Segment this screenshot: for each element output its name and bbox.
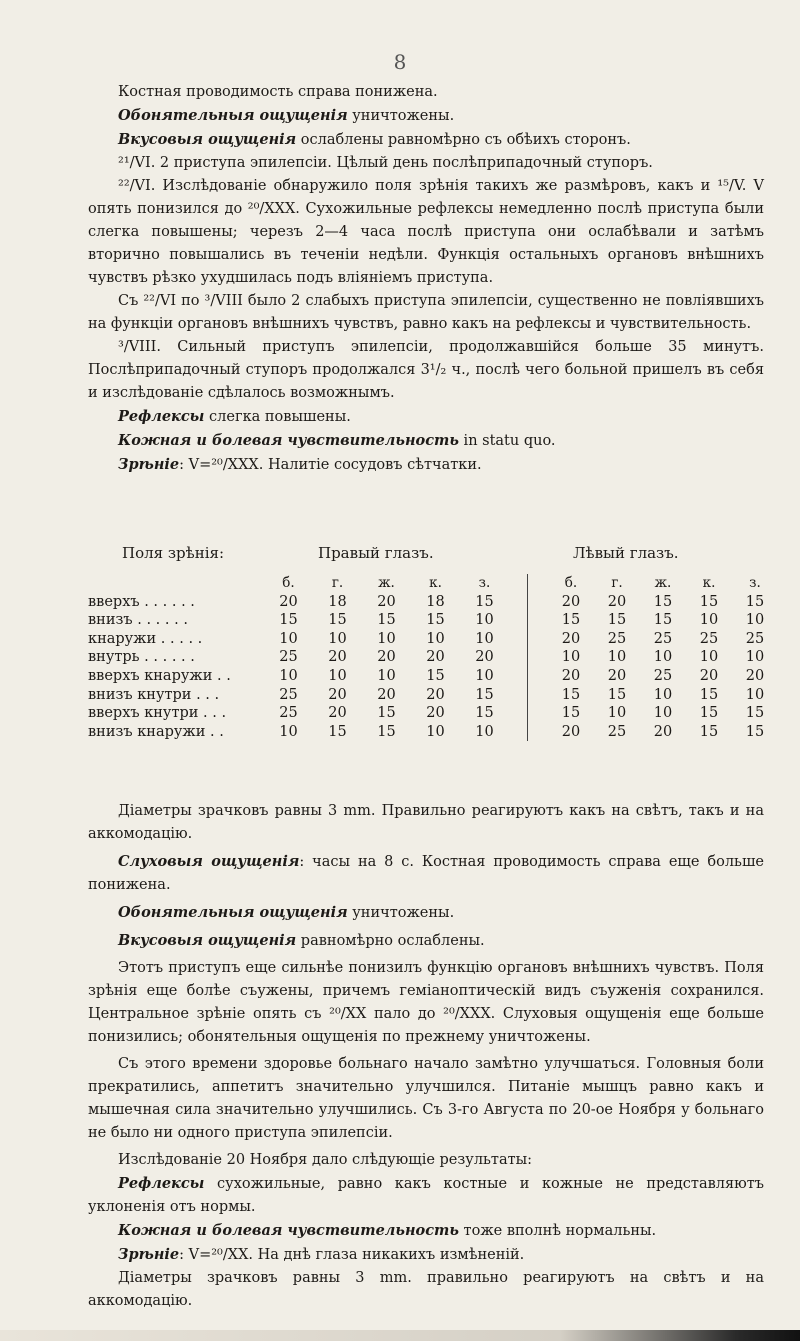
spacer xyxy=(509,704,528,723)
color-header: ж. xyxy=(654,575,672,591)
left-eye-value: 10 xyxy=(653,649,673,666)
column-divider xyxy=(528,574,549,593)
spacer xyxy=(509,574,528,593)
right-eye-value: 10 xyxy=(377,667,396,684)
left-eye-value: 20 xyxy=(561,723,581,740)
right-eye-value: 20 xyxy=(377,686,396,703)
right-eye-value: 15 xyxy=(377,723,396,740)
table-corner xyxy=(88,574,264,593)
right-eye-value: 10 xyxy=(475,630,494,647)
spacer xyxy=(509,630,528,649)
left-eye-value: 15 xyxy=(699,705,719,722)
right-eye-value: 15 xyxy=(328,612,347,629)
paragraph: Діаметры зрачковъ равны 3 mm. Правильно реагируютъ какъ на свѣтъ, такъ и на аккомодацію. xyxy=(88,803,764,842)
left-eye-value: 20 xyxy=(561,667,581,684)
paragraph: ²¹/VI. 2 приступа эпилепсіи. Цѣлый день послѣприпадочный ступоръ. xyxy=(118,155,653,171)
left-eye-value: 10 xyxy=(699,612,719,629)
paragraph: Вкусовыя ощущенія ослаблены равномѣрно съ обѣихъ сторонъ. xyxy=(118,131,631,148)
right-eye-value: 10 xyxy=(377,630,396,647)
row-label: вверхъ . . . . . . xyxy=(88,593,195,610)
color-header: к. xyxy=(429,575,442,591)
left-eye-value: 10 xyxy=(607,649,627,666)
right-eye-value: 10 xyxy=(328,630,347,647)
left-eye-value: 15 xyxy=(745,593,765,610)
right-eye-value: 15 xyxy=(475,593,494,610)
table-row xyxy=(88,611,778,630)
right-eye-value: 10 xyxy=(426,723,445,740)
right-eye-value: 18 xyxy=(328,593,347,610)
right-eye-value: 20 xyxy=(328,705,347,722)
paragraph: Этотъ приступъ еще сильнѣе понизилъ функцію органовъ внѣшнихъ чувствъ. Поля зрѣнія еще болѣе съужены, причемъ геміаноптическій видъ съуженія сохранился. Центральное зрѣніе опять съ ²⁰/XX пало до ²⁰/XXX. Слуховыя ощущенія еще больше понизились; обонятельныя ощущенія по прежнему уничтожены. xyxy=(88,960,764,1045)
row-label: внизъ кнутри . . . xyxy=(88,686,220,703)
color-header: б. xyxy=(282,575,295,591)
paragraph: Зрѣніе: V=²⁰/XXX. Налитіе сосудовъ сѣтчатки. xyxy=(118,456,482,473)
left-eye-value: 20 xyxy=(561,593,581,610)
table-color-header-row xyxy=(88,574,778,593)
paragraph: Зрѣніе: V=²⁰/XX. На днѣ глаза никакихъ измѣненій. xyxy=(118,1246,525,1263)
left-eye-value: 20 xyxy=(699,667,719,684)
left-eye-value: 15 xyxy=(745,705,765,722)
column-divider xyxy=(528,704,549,723)
row-label: кнаружи . . . . . xyxy=(88,630,203,647)
left-eye-value: 25 xyxy=(745,630,765,647)
paragraph: Рефлексы сухожильные, равно какъ костные и кожные не представляютъ уклоненія отъ нормы. xyxy=(88,1175,764,1215)
paragraph: Съ этого времени здоровье больнаго начало замѣтно улучшаться. Головныя боли прекратились, аппетитъ значительно улучшился. Питаніе мышцъ равно какъ и мышечная сила значительно улучшились. Съ 3-го Августа по 20-ое Ноября у больнаго не было ни одного приступа эпилепсіи. xyxy=(88,1056,764,1141)
left-eye-value: 25 xyxy=(607,723,627,740)
table-row xyxy=(88,686,778,705)
left-eye-value: 15 xyxy=(561,612,581,629)
left-eye-value: 15 xyxy=(745,723,765,740)
color-header: з. xyxy=(478,575,491,591)
paragraph: Слуховыя ощущенія: часы на 8 с. Костная проводимость справа еще больше понижена. xyxy=(88,853,765,893)
row-label: внизъ . . . . . . xyxy=(88,612,188,629)
left-eye-value: 20 xyxy=(607,667,627,684)
left-eye-value: 10 xyxy=(699,649,719,666)
right-eye-value: 15 xyxy=(426,667,445,684)
color-header: ж. xyxy=(378,575,395,591)
left-eye-value: 20 xyxy=(653,723,673,740)
page-number: 8 xyxy=(393,50,407,74)
row-label: вверхъ кнутри . . . xyxy=(88,705,227,722)
right-eye-value: 20 xyxy=(377,649,396,666)
left-eye-heading: Лѣвый глазъ. xyxy=(573,544,679,562)
paragraph: Діаметры зрачковъ равны 3 mm. правильно реагируютъ на свѣтъ и на аккомодацію. xyxy=(88,1270,764,1309)
left-eye-value: 10 xyxy=(745,612,765,629)
right-eye-value: 15 xyxy=(475,705,494,722)
paragraph: Съ ²²/VI по ³/VIII было 2 слабыхъ приступа эпилепсіи, существенно не повліявшихъ на функціи органовъ внѣшнихъ чувствъ, равно какъ на рефлексы и чувствительность. xyxy=(88,293,764,332)
right-eye-heading: Правый глазъ. xyxy=(318,544,434,562)
row-label: внутрь . . . . . . xyxy=(88,649,195,666)
column-divider xyxy=(528,667,549,686)
column-divider xyxy=(528,648,549,667)
left-eye-value: 15 xyxy=(699,686,719,703)
left-eye-value: 10 xyxy=(745,686,765,703)
right-eye-value: 18 xyxy=(426,593,445,610)
visual-field-table xyxy=(88,574,778,741)
left-eye-value: 10 xyxy=(653,686,673,703)
left-eye-value: 15 xyxy=(699,593,719,610)
left-eye-value: 15 xyxy=(653,612,673,629)
spacer xyxy=(509,593,528,612)
left-eye-value: 10 xyxy=(653,705,673,722)
table-row xyxy=(88,723,778,742)
paragraph: Кожная и болевая чувствительность тоже вполнѣ нормальны. xyxy=(118,1222,657,1239)
paragraph: ²²/VI. Изслѣдованіе обнаружило поля зрѣнія такихъ же размѣровъ, какъ и ¹⁵/V. V опять понизился до ²⁰/XXX. Сухожильные рефлексы немедленно послѣ приступа были слегка повышены; черезъ 2—4 часа послѣ приступа они ослабѣвали и затѣмъ вторично повышались въ теченіи недѣли. Функція остальныхъ органовъ внѣшнихъ чувствъ рѣзко ухудшилась подъ вліяніемъ приступа. xyxy=(88,178,764,286)
color-header: з. xyxy=(749,575,761,591)
left-eye-value: 20 xyxy=(745,667,765,684)
left-eye-value: 10 xyxy=(607,705,627,722)
left-eye-value: 15 xyxy=(561,686,581,703)
left-eye-value: 10 xyxy=(745,649,765,666)
right-eye-value: 20 xyxy=(426,705,445,722)
column-divider xyxy=(528,723,549,742)
right-eye-value: 20 xyxy=(426,649,445,666)
right-eye-value: 20 xyxy=(377,593,396,610)
right-eye-value: 15 xyxy=(377,705,396,722)
paragraph: Обонятельныя ощущенія уничтожены. xyxy=(118,904,455,921)
left-eye-value: 25 xyxy=(653,630,673,647)
table-row xyxy=(88,704,778,723)
right-eye-value: 10 xyxy=(279,630,298,647)
table-row xyxy=(88,630,778,649)
paragraph: Вкусовыя ощущенія равномѣрно ослаблены. xyxy=(118,932,485,949)
paragraph: Кожная и болевая чувствительность in statu quo. xyxy=(118,432,556,449)
paragraph: Костная проводимость справа понижена. xyxy=(118,84,438,100)
column-divider xyxy=(528,611,549,630)
left-eye-value: 25 xyxy=(653,667,673,684)
right-eye-value: 15 xyxy=(475,686,494,703)
right-eye-value: 15 xyxy=(377,612,396,629)
left-eye-value: 15 xyxy=(699,723,719,740)
right-eye-value: 10 xyxy=(475,612,494,629)
right-eye-value: 15 xyxy=(279,612,298,629)
paragraph: Изслѣдованіе 20 Ноября дало слѣдующіе результаты: xyxy=(118,1152,533,1168)
left-eye-value: 20 xyxy=(607,593,627,610)
right-eye-value: 10 xyxy=(426,630,445,647)
spacer xyxy=(509,611,528,630)
color-header: г. xyxy=(611,575,623,591)
left-eye-value: 15 xyxy=(561,705,581,722)
right-eye-value: 20 xyxy=(426,686,445,703)
spacer xyxy=(509,648,528,667)
right-eye-value: 10 xyxy=(475,723,494,740)
color-header: г. xyxy=(331,575,344,591)
left-eye-value: 15 xyxy=(607,686,627,703)
paragraph: ³/VIII. Сильный приступъ эпилепсіи, продолжавшійся больше 35 минутъ. Послѣприпадочный ступоръ продолжался 3¹/₂ ч., послѣ чего больной пришелъ въ себя и изслѣдованіе сдѣлалось возможнымъ. xyxy=(88,339,764,401)
table-title: Поля зрѣнія: xyxy=(122,544,225,562)
right-eye-value: 10 xyxy=(475,667,494,684)
column-divider xyxy=(528,686,549,705)
row-label: внизъ кнаружи . . xyxy=(88,723,224,740)
right-eye-value: 20 xyxy=(328,686,347,703)
right-eye-value: 25 xyxy=(279,649,298,666)
text-block-bottom xyxy=(88,800,764,1313)
column-divider xyxy=(528,593,549,612)
color-header: б. xyxy=(564,575,578,591)
color-header: к. xyxy=(702,575,716,591)
table-row xyxy=(88,593,778,612)
left-eye-value: 25 xyxy=(607,630,627,647)
right-eye-value: 15 xyxy=(328,723,347,740)
table-header xyxy=(88,544,764,568)
spacer xyxy=(509,723,528,742)
right-eye-value: 10 xyxy=(328,667,347,684)
right-eye-value: 15 xyxy=(426,612,445,629)
left-eye-value: 15 xyxy=(653,593,673,610)
column-divider xyxy=(528,630,549,649)
right-eye-value: 25 xyxy=(279,705,298,722)
right-eye-value: 10 xyxy=(279,667,298,684)
right-eye-value: 25 xyxy=(279,686,298,703)
text-block-top xyxy=(88,81,764,477)
right-eye-value: 20 xyxy=(475,649,494,666)
left-eye-value: 25 xyxy=(699,630,719,647)
left-eye-value: 20 xyxy=(561,630,581,647)
table-row xyxy=(88,667,778,686)
page-edge-shadow xyxy=(0,1330,800,1341)
paragraph: Рефлексы слегка повышены. xyxy=(118,408,351,425)
spacer xyxy=(509,686,528,705)
right-eye-value: 20 xyxy=(328,649,347,666)
table-row xyxy=(88,648,778,667)
spacer xyxy=(509,667,528,686)
row-label: вверхъ кнаружи . . xyxy=(88,667,231,684)
left-eye-value: 15 xyxy=(607,612,627,629)
left-eye-value: 10 xyxy=(561,649,581,666)
paragraph: Обонятельныя ощущенія уничтожены. xyxy=(118,107,455,124)
right-eye-value: 20 xyxy=(279,593,298,610)
right-eye-value: 10 xyxy=(279,723,298,740)
